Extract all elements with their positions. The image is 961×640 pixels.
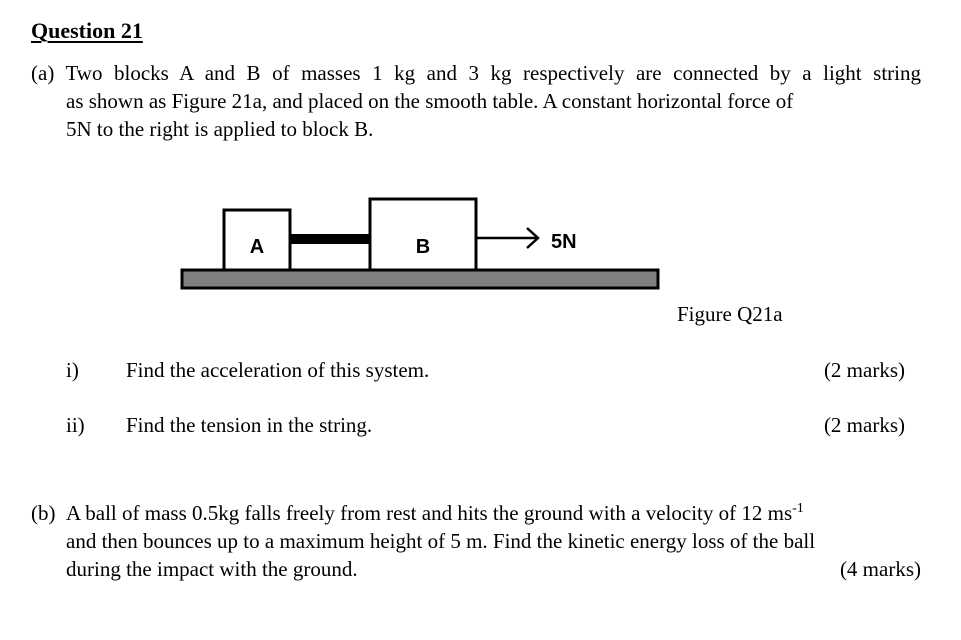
subquestion-1-number: i)	[66, 358, 79, 382]
block-b-label: B	[415, 236, 431, 258]
figure-caption: Figure Q21a	[677, 302, 783, 326]
part-b-line-2: and then bounces up to a maximum height of 5 m. Find the kinetic energy loss of the ball	[66, 529, 816, 553]
subquestion-2-marks: (2 marks)	[823, 413, 905, 437]
smooth-table	[182, 270, 658, 288]
part-a-line-3: 5N to the right is applied to block B.	[66, 117, 374, 141]
part-b-marks: (4 marks)	[839, 557, 921, 581]
question-title: Question 21	[31, 18, 143, 43]
part-a-line-1: (a) Two blocks A and B of masses 1 kg and 3 kg respectively are connected by a light string	[31, 61, 921, 85]
force-label: 5N	[551, 231, 577, 253]
part-b-label: (b)	[31, 501, 56, 525]
part-b-line-3-text: during the impact with the ground.	[66, 557, 358, 581]
block-b	[370, 199, 476, 270]
part-b-line-1	[31, 495, 921, 527]
light-string	[290, 234, 370, 244]
part-b-line-3	[31, 555, 921, 583]
figure-q21a-diagram	[180, 196, 664, 296]
part-b-line-1-text: A ball of mass 0.5kg falls freely from rest and hits the ground with a velocity of 12 ms	[66, 501, 793, 525]
part-b-text	[31, 495, 921, 583]
subquestion-1-text: Find the acceleration of this system.	[126, 358, 430, 382]
subquestion-2-text: Find the tension in the string.	[126, 413, 373, 437]
part-a-line-2: as shown as Figure 21a, and placed on the smooth table. A constant horizontal force of	[66, 89, 794, 113]
subquestion-1-marks: (2 marks)	[823, 358, 905, 382]
velocity-unit-exponent: -1	[792, 501, 804, 516]
part-a-text	[31, 59, 921, 143]
block-a-label: A	[249, 236, 265, 258]
subquestion-2-number: ii)	[66, 413, 85, 437]
